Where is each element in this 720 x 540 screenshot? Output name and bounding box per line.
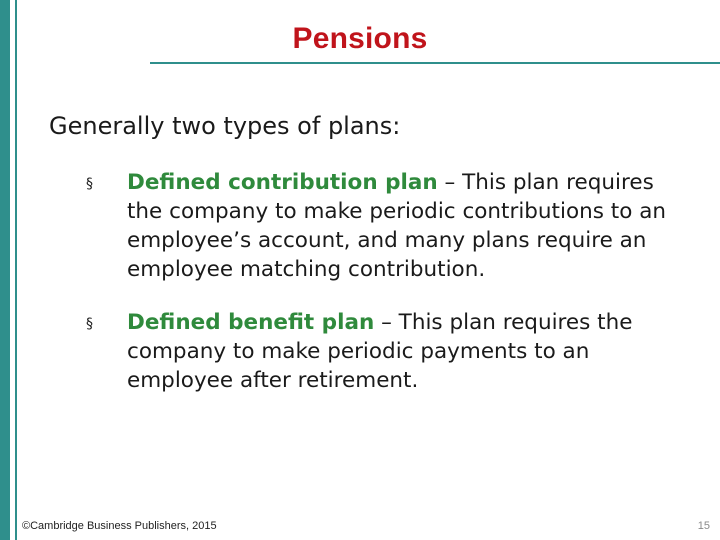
left-accent-line [15,0,17,540]
bullet-term: Defined benefit plan [127,310,375,335]
bullet-description: – This plan requires the company to make periodic payments to an employee after retirement. [127,310,633,393]
bullet-item-defined-benefit [127,308,687,395]
left-accent-bar [0,0,10,540]
copyright-footer: ©Cambridge Business Publishers, 2015 [22,520,217,532]
page-number: 15 [697,520,710,532]
bullet-item-defined-contribution [127,168,687,284]
slide-title: Pensions [292,22,428,55]
bullet-term: Defined contribution plan [127,170,438,195]
bullet-description: – This plan requires the company to make periodic contributions to an employee’s account, and many plans require an employee matching contribution. [127,170,667,282]
bullet-marker: § [86,176,93,192]
intro-text: Generally two types of plans: [49,112,401,140]
bullet-marker: § [86,316,93,332]
title-divider [150,62,720,64]
